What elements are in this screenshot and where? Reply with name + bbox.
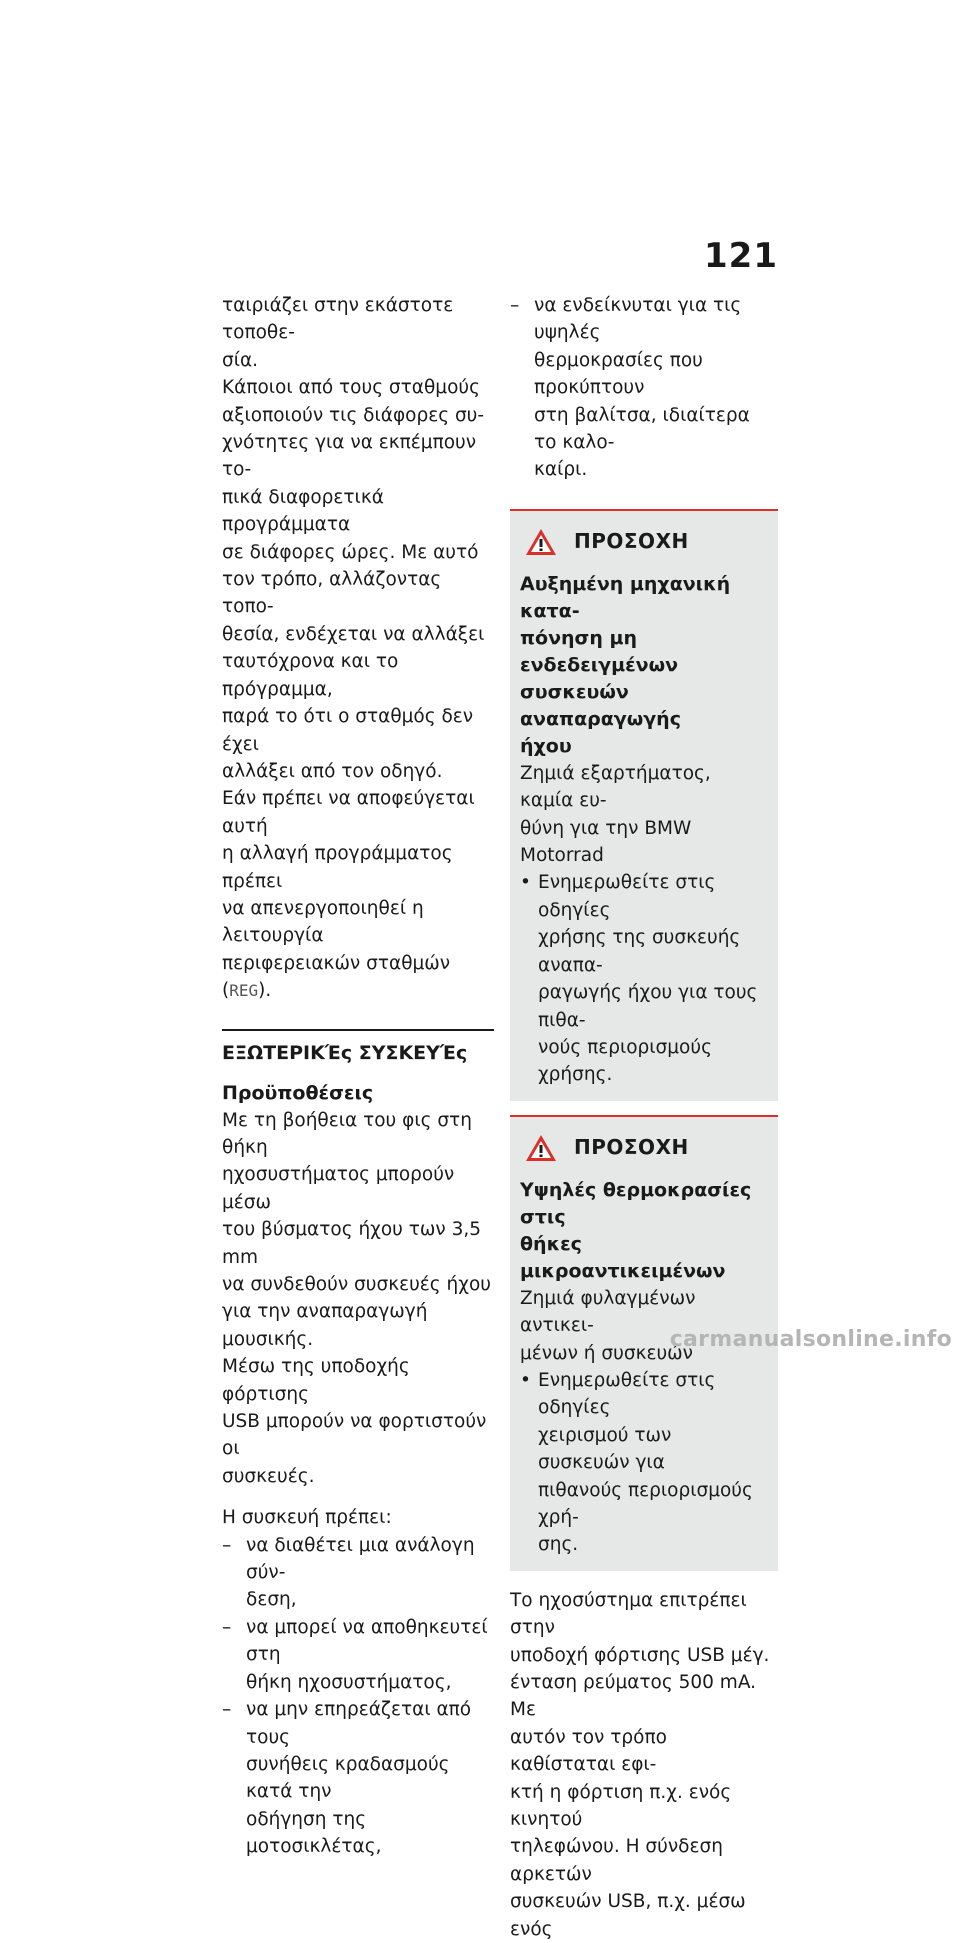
text-line: πόνηση μη ενδεδειγμένων xyxy=(520,626,679,676)
text-line: πιθανούς περιορισμούς χρή- xyxy=(538,1479,753,1528)
text-line: αξιοποιούν τις διάφορες συ- xyxy=(222,404,485,426)
text-line: παρά το ότι ο σταθμός δεν έχει xyxy=(222,706,474,755)
text-line: Εάν πρέπει να αποφεύγεται αυτή xyxy=(222,788,475,837)
text-line: συνήθεις κραδασμούς κατά την xyxy=(246,1753,450,1803)
text-line: να μην επηρεάζεται από τους xyxy=(246,1699,472,1748)
caution-title xyxy=(520,571,768,760)
caution-title xyxy=(520,1177,768,1285)
text-line: Ενημερωθείτε στις οδηγίες xyxy=(538,1369,716,1419)
text-line xyxy=(222,950,494,1005)
text-line: αυτόν τον τρόπο καθίσταται εφι- xyxy=(510,1726,667,1776)
text-line: Ζημιά φυλαγμένων αντικει- xyxy=(520,1287,696,1337)
text-line: σης. xyxy=(538,1534,579,1556)
closing-paragraph xyxy=(510,1587,778,1943)
text-line: αλλάξει από τον οδηγό. xyxy=(222,760,443,782)
display-code: REG xyxy=(229,981,259,1001)
text-line: υποδοχή φόρτισης USB μέγ. xyxy=(510,1644,770,1666)
text-fragment: ). xyxy=(258,980,272,1002)
text-line: θερμοκρασίες που προκύπτουν xyxy=(534,349,703,399)
sub-heading: Προϋποθέσεις xyxy=(222,1081,374,1104)
dash-marker: – xyxy=(510,295,520,316)
text-line: Με τη βοήθεια του φις στη θήκη xyxy=(222,1109,472,1158)
bullet-marker: • xyxy=(520,1369,531,1391)
warning-triangle-icon xyxy=(524,1133,558,1163)
text-line: καίρι. xyxy=(534,459,588,481)
bullet-item xyxy=(520,869,768,1088)
caution-label: ΠΡΟΣΟΧΗ xyxy=(574,1135,689,1160)
text-line: Μέσω της υποδοχής φόρτισης xyxy=(222,1356,410,1405)
list-item xyxy=(222,1614,494,1696)
dash-marker: – xyxy=(222,1616,232,1638)
text-line: δεση, xyxy=(246,1589,297,1611)
caution-box xyxy=(510,509,778,1101)
list-item xyxy=(222,1696,494,1860)
text-line: τον τρόπο, αλλάζοντας τοπο- xyxy=(222,569,442,618)
text-line: συσκευές. xyxy=(222,1465,315,1487)
text-line: να μπορεί να αποθηκευτεί στη xyxy=(246,1616,488,1666)
text-line: η αλλαγή προγράμματος πρέπει xyxy=(222,843,453,892)
text-line: συσκευών USB, π.χ. μέσω ενός xyxy=(510,1891,746,1940)
caution-label: ΠΡΟΣΟΧΗ xyxy=(574,529,689,554)
left-column xyxy=(222,292,494,1861)
text-line: μένων ή συσκευών xyxy=(520,1342,694,1364)
text-line: θεσία, ενδέχεται να αλλάξει xyxy=(222,623,485,645)
text-line: χνότητες για να εκπέμπουν το- xyxy=(222,432,477,481)
page-number: 121 xyxy=(704,236,778,276)
text-line: στη βαλίτσα, ιδιαίτερα το καλο- xyxy=(534,404,750,454)
text-line: πικά διαφορετικά προγράμματα xyxy=(222,486,384,536)
text-line: θήκη ηχοσυστήματος, xyxy=(246,1671,452,1693)
text-line: Κάποιοι από τους σταθμούς xyxy=(222,377,480,399)
text-line: ήχου xyxy=(520,734,572,757)
section-heading: ΕΞΩΤΕΡΙΚΈς ΣΥΣΚΕΥΈς xyxy=(222,1041,468,1064)
text-line: χρήσης της συσκευής αναπα- xyxy=(538,927,741,976)
text-line: ταιριάζει στην εκάστοτε τοποθε- xyxy=(222,295,454,344)
footer-watermark: carmanualsonline.info xyxy=(669,1327,952,1352)
section-divider xyxy=(222,1029,494,1031)
text-line: θύνη για την BMW Motorrad xyxy=(520,817,692,867)
text-line: να συνδεθούν συσκευές ήχου xyxy=(222,1274,491,1295)
caution-header xyxy=(524,1133,768,1163)
text-line: οδήγηση της μοτοσικλέτας, xyxy=(246,1808,382,1858)
list-item xyxy=(510,292,778,484)
dash-marker: – xyxy=(222,1699,232,1721)
text-line: του βύσματος ήχου των 3,5 mm xyxy=(222,1219,482,1268)
text-line: ηχοσυστήματος μπορούν μέσω xyxy=(222,1164,455,1213)
warning-triangle-icon xyxy=(524,527,558,557)
text-line: Ενημερωθείτε στις οδηγίες xyxy=(538,872,716,921)
requirement-intro: Η συσκευή πρέπει: xyxy=(222,1507,392,1529)
text-line: νούς περιορισμούς χρήσης. xyxy=(538,1036,712,1086)
text-line: να απενεργοποιηθεί η λειτουργία xyxy=(222,897,424,947)
text-line: τηλεφώνου. Η σύνδεση αρκετών xyxy=(510,1836,723,1885)
text-line: ραγωγής ήχου για τους πιθα- xyxy=(538,982,758,1031)
text-line: Υψηλές θερμοκρασίες στις xyxy=(520,1178,752,1228)
text-line: να διαθέτει μια ανάλογη σύν- xyxy=(246,1534,475,1584)
text-line: Το ηχοσύστημα επιτρέπει στην xyxy=(510,1589,747,1639)
text-fragment: περιφερειακών σταθμών ( xyxy=(222,952,451,1002)
intro-paragraph xyxy=(222,292,494,1005)
text-line: Ζημιά εξαρτήματος, καμία ευ- xyxy=(520,762,711,812)
bullet-marker: • xyxy=(520,872,531,894)
text-line: θήκες μικροαντικειμένων xyxy=(520,1232,726,1282)
dash-marker: – xyxy=(222,1534,232,1556)
text-line: για την αναπαραγωγή μουσικής. xyxy=(222,1301,428,1350)
text-line: συσκευών αναπαραγωγής xyxy=(520,680,681,730)
text-line: να ενδείκνυται για τις υψηλές xyxy=(534,295,742,344)
bullet-item xyxy=(520,1367,768,1559)
text-line: χειρισμού των συσκευών για xyxy=(538,1424,672,1474)
right-column xyxy=(510,292,778,1943)
prerequisites-paragraph xyxy=(222,1107,494,1491)
caution-header xyxy=(524,527,768,557)
text-line: σία. xyxy=(222,349,259,371)
text-line: ταυτόχρονα και το πρόγραμμα, xyxy=(222,651,399,700)
text-line: ένταση ρεύματος 500 mA. Με xyxy=(510,1672,757,1721)
text-line: Αυξημένη μηχανική κατα- xyxy=(520,572,731,622)
text-line: USB μπορούν να φορτιστούν οι xyxy=(222,1411,487,1460)
text-line: κτή η φόρτιση π.χ. ενός κινητού xyxy=(510,1781,732,1831)
text-line: σε διάφορες ώρες. Με αυτό xyxy=(222,541,479,563)
list-item xyxy=(222,1532,494,1614)
